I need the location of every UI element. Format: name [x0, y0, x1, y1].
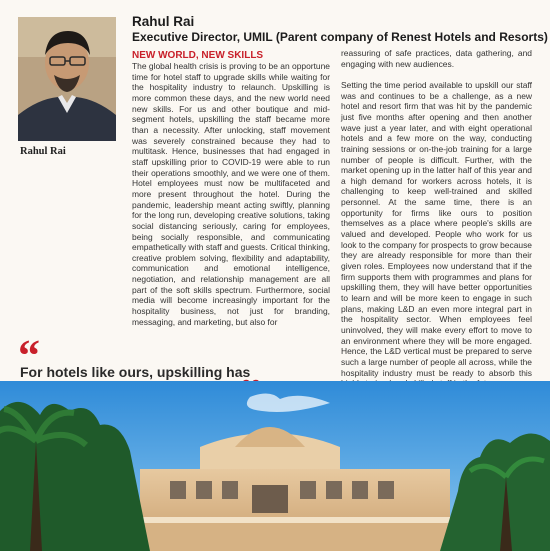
article-paragraph: The global health crisis is proving to be an opportune time for hotel staff to upgrade skills while waiting for the hospitality industry to relaunch. Upskilling is more common these days, and the new world need new skills. For us and other boutique and mid-segment hotels, upskilling the staff became more than a necessity. After unlocking, staff movement was severely constrained because they had to multitask. Hence, businesses that had engaged in staff upskilling prior to COVID-19 were able to run their operations smoothly, and we were one of them. Hotel employees must now be multifaceted and more present throughout the hotel. During the pandemic, leadership meant acting swiftly, planning for the long run, developing creative solutions, taking social distancing seriously, caring for employees, being socially responsible, and communicating empathetically with staff and guests. Critical thinking, creative problem solving, flexibility and adaptability, communication and emotional intelligence, negotiation, and relationship management are all part of the soft skills spectrum. Furthermore, social media will become increasingly important for the hospitality business, not just for branding, messaging, and marketing, but also for: [132, 61, 330, 327]
open-quote-icon: “: [18, 331, 40, 380]
article-paragraph: reassuring of safe practices, data gathering, and engaging with new audiences.: [341, 48, 532, 69]
section-heading: NEW WORLD, NEW SKILLS: [132, 50, 264, 61]
hotel-photo: [0, 381, 550, 551]
author-name: Rahul Rai: [132, 14, 195, 29]
author-photo: [18, 17, 116, 141]
author-title: Executive Director, UMIL (Parent company of Renest Hotels and Resorts): [132, 30, 548, 44]
article-column-2: [341, 48, 532, 389]
author-portrait: [18, 17, 116, 141]
article-column-1: [132, 61, 330, 327]
pull-quote: For hotels like ours, upskilling has: [20, 364, 251, 380]
hotel-illustration: [0, 381, 550, 551]
photo-caption: Rahul Rai: [20, 146, 66, 157]
article-paragraph: Setting the time period available to upskill our staff was and continues to be a challenge, as a new hotel and resort firm that was hit by the pandemic just five months after opening and then another wave just a year later, and with eight operational hotels and a few more on the way, conducting training sessions or on-the-job training for a large number of people is difficult. Further, with the market opening up in the latter half of this year and a high demand for workers across hotels, it is challenging to keep well-trained and skilled personnel. At the same time, there is an opportunity for firms like ours to position themselves as a place where people's skills are valued and developed. People who work for us look to the company for prospects to grow because they are already responsible for more than their given roles. Employees now understand that if the firm supports them with programmes and plans for upskilling them, they will have better opportunities to learn and will be more keen to engage in such plans, making L&D an even more integral part in the hospitality sector. When employees feel uninvolved, they will make every effort to move to an environment where they will be more engaged. Hence, the L&D vertical must be prepared to serve such a large number of people all across, while the hospitality industry must be ready to absorb this: [341, 79, 532, 378]
